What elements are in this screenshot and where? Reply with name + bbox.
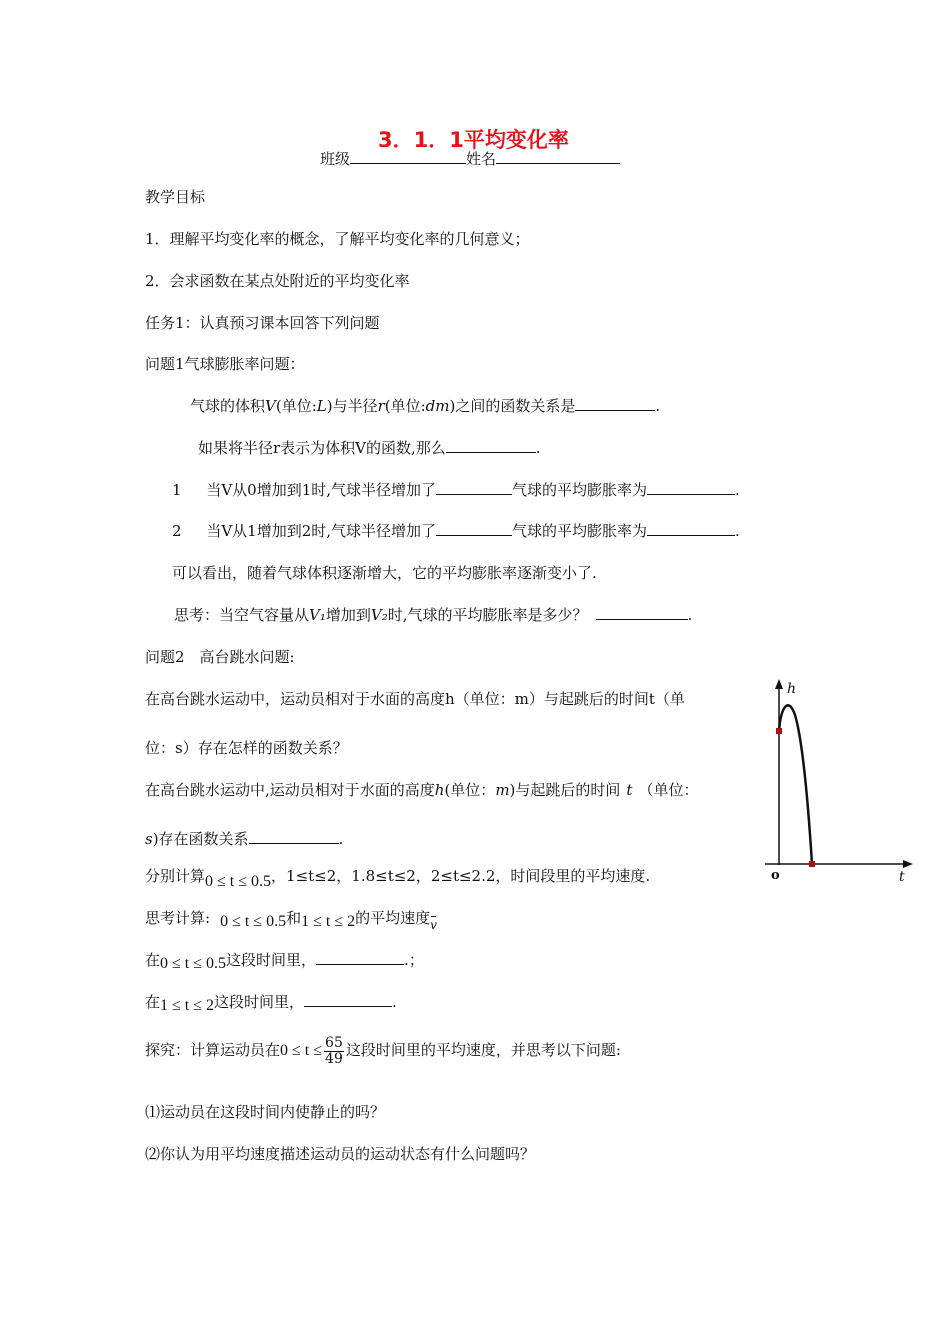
text: 探究：计算运动员在 [145, 1041, 281, 1060]
text: 如果将半径r表示为体积V的函数,那么 [198, 439, 446, 457]
answer-blank[interactable] [575, 396, 655, 411]
math-interval: 0 ≤ t ≤ 0.5 [220, 913, 287, 930]
task-1: 任务1：认真预习课本回答下列问题 [145, 314, 380, 332]
unit-dm: dm [425, 397, 450, 415]
q2-interval-2 [145, 991, 397, 1012]
text: 这段时间里， [226, 951, 317, 969]
answer-blank[interactable] [446, 438, 536, 453]
answer-blank[interactable] [647, 480, 735, 495]
numerator: 65 [325, 1035, 343, 1051]
q2-interval-1 [145, 949, 424, 970]
text: . [392, 993, 397, 1011]
var-h: h [434, 781, 445, 799]
text: 在 [145, 993, 161, 1011]
text: )与起跳后的时间 [509, 781, 621, 799]
end-point-marker [809, 861, 815, 867]
y-axis-arrow [775, 679, 783, 689]
var-r: r [377, 397, 385, 415]
objective-2: 2．会求函数在某点处附近的平均变化率 [145, 272, 410, 290]
q2-think [145, 907, 437, 932]
start-point-marker [776, 728, 782, 734]
text: 思考计算: [145, 909, 211, 927]
answer-blank[interactable] [316, 950, 404, 965]
var-V1: V₁ [309, 606, 326, 624]
text: 这段时间里， [214, 993, 305, 1011]
answer-blank[interactable] [436, 521, 512, 536]
header-fields [320, 148, 620, 169]
average-velocity-symbol: v [430, 918, 437, 932]
q1-think [174, 604, 692, 625]
text: 分别计算 [145, 867, 206, 885]
q2-paragraph-2a [145, 779, 698, 800]
x-axis-label: t [899, 869, 905, 885]
text: 增加到 [325, 606, 371, 624]
text: . [655, 397, 661, 415]
q1-volume-line [190, 395, 660, 416]
objective-1: 1．理解平均变化率的概念，了解平均变化率的几何意义； [145, 230, 530, 248]
item-number: 1 [172, 481, 182, 499]
q2-sub-question-1: ⑴运动员在这段时间内使静止的吗？ [145, 1103, 386, 1121]
answer-blank[interactable] [304, 992, 392, 1007]
text: (单位： [444, 781, 496, 799]
class-label: 班级 [320, 150, 351, 168]
q2-paragraph-1b: 位：s）存在怎样的函数关系？ [145, 739, 348, 757]
q2-paragraph-1a: 在高台跳水运动中，运动员相对于水面的高度h（单位：m）与起跳后的时间t（单 [145, 690, 685, 708]
q1-item-1 [172, 479, 740, 500]
q2-explore [145, 1036, 621, 1066]
math-interval: 1 ≤ t ≤ 2 [301, 913, 356, 930]
answer-blank[interactable] [436, 480, 512, 495]
text: 在高台跳水运动中,运动员相对于水面的高度 [145, 781, 435, 799]
text: 这段时间里的平均速度，并思考以下问题: [345, 1041, 621, 1060]
answer-blank[interactable] [647, 521, 735, 536]
q2-sub-question-2: ⑵你认为用平均速度描述运动员的运动状态有什么问题吗？ [145, 1145, 536, 1163]
y-axis-label: h [787, 681, 797, 697]
var-t: t [626, 781, 633, 799]
class-blank[interactable] [350, 149, 466, 164]
denominator: 49 [325, 1050, 343, 1067]
text: . [535, 439, 541, 457]
x-axis-arrow [903, 860, 913, 868]
text: (单位: [384, 397, 426, 415]
text: . [735, 522, 740, 540]
text: 和 [286, 909, 302, 927]
question-1-heading: 问题1气球膨胀率问题： [145, 355, 305, 373]
name-blank[interactable] [496, 149, 620, 164]
q1-item-2 [172, 520, 740, 541]
text: ，1≤t≤2，1.8≤t≤2，2≤t≤2.2，时间段里的平均速度. [271, 867, 651, 885]
objectives-heading: 教学目标 [145, 188, 206, 206]
answer-blank[interactable] [249, 829, 339, 844]
fraction-65-49 [324, 1036, 344, 1066]
q2-paragraph-2b [145, 828, 343, 849]
height-curve [779, 705, 812, 864]
math-interval: 0 ≤ t ≤ 0.5 [205, 873, 272, 890]
text: . [338, 830, 344, 848]
text: 当V从0增加到1时,气球半径增加了 [206, 481, 437, 499]
text: 气球的平均膨胀率为 [512, 522, 648, 540]
text: 思考：当空气容量从 [174, 606, 310, 624]
text: 的平均速度 [355, 909, 431, 927]
var-V: V [265, 397, 276, 415]
var-V2: V₂ [370, 606, 388, 624]
q1-conclusion: 可以看出，随着气球体积逐渐增大，它的平均膨胀率逐渐变小了. [172, 564, 597, 582]
text: (单位: [275, 397, 317, 415]
text: . [735, 481, 740, 499]
name-label: 姓名 [466, 150, 497, 168]
text: 当V从1增加到2时,气球半径增加了 [206, 522, 437, 540]
math-interval: 1 ≤ t ≤ 2 [160, 997, 215, 1014]
text: )之间的函数关系是 [449, 397, 576, 415]
question-2-heading: 问题2 高台跳水问题: [145, 648, 295, 666]
origin-label: o [771, 868, 780, 883]
text: )存在函数关系 [152, 830, 249, 848]
height-time-graph [755, 675, 925, 885]
text: . [687, 606, 693, 624]
answer-blank[interactable] [596, 605, 688, 620]
text: 气球的平均膨胀率为 [512, 481, 648, 499]
q2-calc [145, 865, 651, 890]
text: )与半径 [326, 397, 378, 415]
math-interval: 0 ≤ t ≤ 0.5 [160, 955, 227, 972]
unit-m: m [495, 781, 510, 799]
text: 气球的体积 [190, 397, 266, 415]
unit-L: L [316, 397, 327, 415]
math-interval: 0 ≤ t ≤ [280, 1042, 323, 1060]
text: 时,气球的平均膨胀率是多少？ [387, 606, 588, 624]
page-title: 3．1．1平均变化率 [378, 128, 569, 152]
item-number: 2 [172, 522, 182, 540]
unit-s: s [145, 830, 153, 848]
text: 在 [145, 951, 161, 969]
text: （单位： [638, 781, 699, 799]
text: .； [404, 951, 424, 969]
q1-inverse-line [198, 437, 541, 458]
